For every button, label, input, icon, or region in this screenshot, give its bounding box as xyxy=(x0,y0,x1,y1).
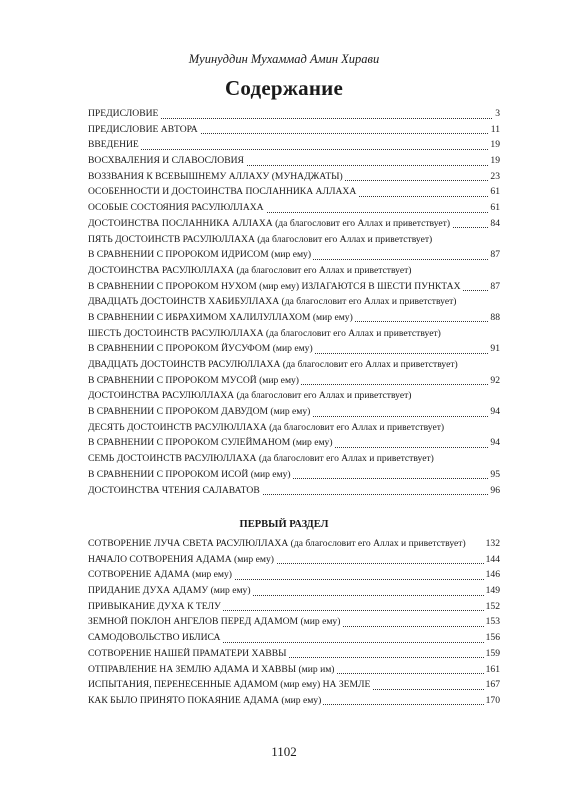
toc-entry-page: 91 xyxy=(488,341,500,357)
toc-entry-title: В СРАВНЕНИИ С ПРОРОКОМ ИСОЙ (мир ему) xyxy=(88,468,291,480)
toc-entry-title: В СРАВНЕНИИ С ИБРАХИМОМ ХАЛИЛУЛЛАХОМ (мир ему) xyxy=(88,311,353,323)
toc-entry xyxy=(88,373,500,389)
toc-entry xyxy=(88,677,500,693)
dot-leader xyxy=(88,137,500,150)
toc-entry xyxy=(88,122,500,138)
toc-entry xyxy=(88,630,500,646)
toc-entry-page: 144 xyxy=(484,552,500,568)
toc-entry-title: НАЧАЛО СОТВОРЕНИЯ АДАМА (мир ему) xyxy=(88,553,274,565)
toc-entry xyxy=(88,357,500,373)
toc-entry-title: ДЕСЯТЬ ДОСТОИНСТВ РАСУЛЮЛЛАХА (да благословит его Аллах и приветствует) xyxy=(88,421,445,433)
toc-entry-title: В СРАВНЕНИИ С ПРОРОКОМ ИДРИСОМ (мир ему) xyxy=(88,249,312,261)
toc-entry-page: 170 xyxy=(484,693,500,709)
toc-entry-title: СОТВОРЕНИЕ НАШЕЙ ПРАМАТЕРИ ХАВВЫ xyxy=(88,647,287,659)
toc-entry-page: 132 xyxy=(484,536,500,552)
toc-entry xyxy=(88,279,500,295)
toc-entry xyxy=(88,216,500,232)
toc-entry-page: 88 xyxy=(488,310,500,326)
toc-entry xyxy=(88,435,500,451)
toc-entry-page: 146 xyxy=(484,567,500,583)
toc-entry-title: ПРЕДИСЛОВИЕ АВТОРА xyxy=(88,123,198,135)
toc-entry xyxy=(88,420,500,436)
toc-entry-title: ДОСТОИНСТВА ПОСЛАННИКА АЛЛАХА (да благословит его Аллах и приветствует) xyxy=(88,217,451,229)
toc-entry xyxy=(88,200,500,216)
toc-entry-title: ВОЗЗВАНИЯ К ВСЕВЫШНЕМУ АЛЛАХУ (МУНАДЖАТЫ) xyxy=(88,170,343,182)
toc-entry xyxy=(88,326,500,342)
toc-entry-page: 153 xyxy=(484,614,500,630)
toc-entry-page: 61 xyxy=(488,184,500,200)
toc-entry-page: 92 xyxy=(488,373,500,389)
toc-entry-title: В СРАВНЕНИИ С ПРОРОКОМ СУЛЕЙМАНОМ (мир ему) xyxy=(88,437,333,449)
toc-entry xyxy=(88,451,500,467)
toc-entry-title: САМОДОВОЛЬСТВО ИБЛИСА xyxy=(88,632,221,644)
toc-entry-title: СОТВОРЕНИЕ ЛУЧА СВЕТА РАСУЛЮЛЛАХА (да благословит его Аллах и приветствует) xyxy=(88,536,500,552)
toc-entry-title: ОСОБЕННОСТИ И ДОСТОИНСТВА ПОСЛАННИКА АЛЛАХА xyxy=(88,186,357,198)
toc-entry-title: КАК БЫЛО ПРИНЯТО ПОКАЯНИЕ АДАМА (мир ему) xyxy=(88,694,322,706)
toc-entry-title: ДВАДЦАТЬ ДОСТОИНСТВ ХАБИБУЛЛАХА (да благословит его Аллах и приветствует) xyxy=(88,296,457,308)
toc-entry-page: 87 xyxy=(488,279,500,295)
toc-entry xyxy=(88,294,500,310)
toc-entry-page: 156 xyxy=(484,630,500,646)
toc-entry-title: В СРАВНЕНИИ С ПРОРОКОМ НУХОМ (мир ему) ИЗЛАГАЮТСЯ В ШЕСТИ ПУНКТАХ xyxy=(88,280,461,292)
toc-entry-title: ПЯТЬ ДОСТОИНСТВ РАСУЛЮЛЛАХА (да благословит его Аллах и приветствует) xyxy=(88,233,433,245)
toc-entry-title: ДОСТОИНСТВА ЧТЕНИЯ САЛАВАТОВ xyxy=(88,484,260,496)
toc-entry xyxy=(88,137,500,153)
toc-entry-page: 94 xyxy=(488,435,500,451)
running-header-author: Муинуддин Мухаммад Амин Хирави xyxy=(188,52,380,66)
toc-entry-page: 95 xyxy=(488,467,500,483)
toc-entry xyxy=(88,106,500,122)
toc-entry-page: 159 xyxy=(484,646,500,662)
toc-entry xyxy=(88,646,500,662)
toc-entry xyxy=(88,536,500,552)
toc-entry xyxy=(88,567,500,583)
toc-entry-page: 167 xyxy=(484,677,500,693)
page-number: 1102 xyxy=(271,744,297,759)
toc-list-section-1 xyxy=(88,536,500,709)
toc-entry-title: ШЕСТЬ ДОСТОИНСТВ РАСУЛЮЛЛАХА (да благословит его Аллах и приветствует) xyxy=(88,327,441,339)
toc-entry-title: ДОСТОИНСТВА РАСУЛЮЛЛАХА (да благословит его Аллах и приветствует) xyxy=(88,264,412,276)
toc-entry-title: ИСПЫТАНИЯ, ПЕРЕНЕСЕННЫЕ АДАМОМ (мир ему) НА ЗЕМЛЕ xyxy=(88,679,371,691)
page-title: Содержание xyxy=(225,76,343,100)
toc-entry-title: СЕМЬ ДОСТОИНСТВ РАСУЛЮЛЛАХА (да благословит его Аллах и приветствует) xyxy=(88,453,434,465)
toc-entry xyxy=(88,662,500,678)
toc-entry-title: В СРАВНЕНИИ С ПРОРОКОМ ДАВУДОМ (мир ему) xyxy=(88,406,311,418)
toc-entry-title: ДВАДЦАТЬ ДОСТОИНСТВ РАСУЛЮЛЛАХА (да благословит его Аллах и приветствует) xyxy=(88,359,458,370)
toc-entry-title: В СРАВНЕНИИ С ПРОРОКОМ МУСОЙ (мир ему) xyxy=(88,374,300,386)
toc-entry-page: 161 xyxy=(484,662,500,678)
toc-entry-title: ПРИДАНИЕ ДУХА АДАМУ (мир ему) xyxy=(88,585,251,597)
toc-entry-page: 3 xyxy=(493,106,500,122)
toc-entry-page: 96 xyxy=(488,483,500,499)
toc-entry xyxy=(88,184,500,200)
toc-entry-title: СОТВОРЕНИЕ АДАМА (мир ему) xyxy=(88,569,232,581)
toc-entry xyxy=(88,467,500,483)
toc-entry-title: В СРАВНЕНИИ С ПРОРОКОМ ЙУСУФОМ (мир ему) xyxy=(88,343,313,355)
toc-entry-title: ВОСХВАЛЕНИЯ И СЛАВОСЛОВИЯ xyxy=(88,155,244,167)
toc-entry xyxy=(88,614,500,630)
toc-entry xyxy=(88,583,500,599)
toc-entry-page: 11 xyxy=(489,122,500,138)
toc-entry-page: 19 xyxy=(488,153,500,169)
toc-entry xyxy=(88,388,500,404)
toc-entry-page: 149 xyxy=(484,583,500,599)
toc-entry xyxy=(88,341,500,357)
toc-entry-title: ОСОБЫЕ СОСТОЯНИЯ РАСУЛЮЛЛАХА xyxy=(88,202,264,214)
toc-entry xyxy=(88,232,500,248)
toc-entry-page: 94 xyxy=(488,404,500,420)
toc-entry xyxy=(88,263,500,279)
toc-entry-title: ОТПРАВЛЕНИЕ НА ЗЕМЛЮ АДАМА И ХАВВЫ (мир им) xyxy=(88,663,335,675)
toc-entry xyxy=(88,169,500,185)
toc-entry-title: ДОСТОИНСТВА РАСУЛЮЛЛАХА (да благословит его Аллах и приветствует) xyxy=(88,390,412,402)
toc-entry-page: 84 xyxy=(488,216,500,232)
toc-entry-title: ПРЕДИСЛОВИЕ xyxy=(88,108,159,119)
toc-entry xyxy=(88,247,500,263)
toc-entry-page: 87 xyxy=(488,247,500,263)
toc-entry-page: 19 xyxy=(488,137,500,153)
toc-entry xyxy=(88,552,500,568)
toc-entry xyxy=(88,153,500,169)
toc-entry-page: 152 xyxy=(484,599,500,615)
toc-entry xyxy=(88,693,500,709)
toc-entry xyxy=(88,310,500,326)
toc-entry-title: ВВЕДЕНИЕ xyxy=(88,139,139,151)
toc-entry xyxy=(88,404,500,420)
toc-entry-page: 23 xyxy=(488,169,500,185)
toc-entry-title: ПРИВЫКАНИЕ ДУХА К ТЕЛУ xyxy=(88,600,221,612)
toc-entry xyxy=(88,599,500,615)
toc-entry xyxy=(88,483,500,499)
toc-entry-page: 61 xyxy=(488,200,500,216)
toc-list xyxy=(88,106,500,498)
section-heading: ПЕРВЫЙ РАЗДЕЛ xyxy=(239,519,329,530)
toc-entry-title: ЗЕМНОЙ ПОКЛОН АНГЕЛОВ ПЕРЕД АДАМОМ (мир ему) xyxy=(88,616,341,628)
